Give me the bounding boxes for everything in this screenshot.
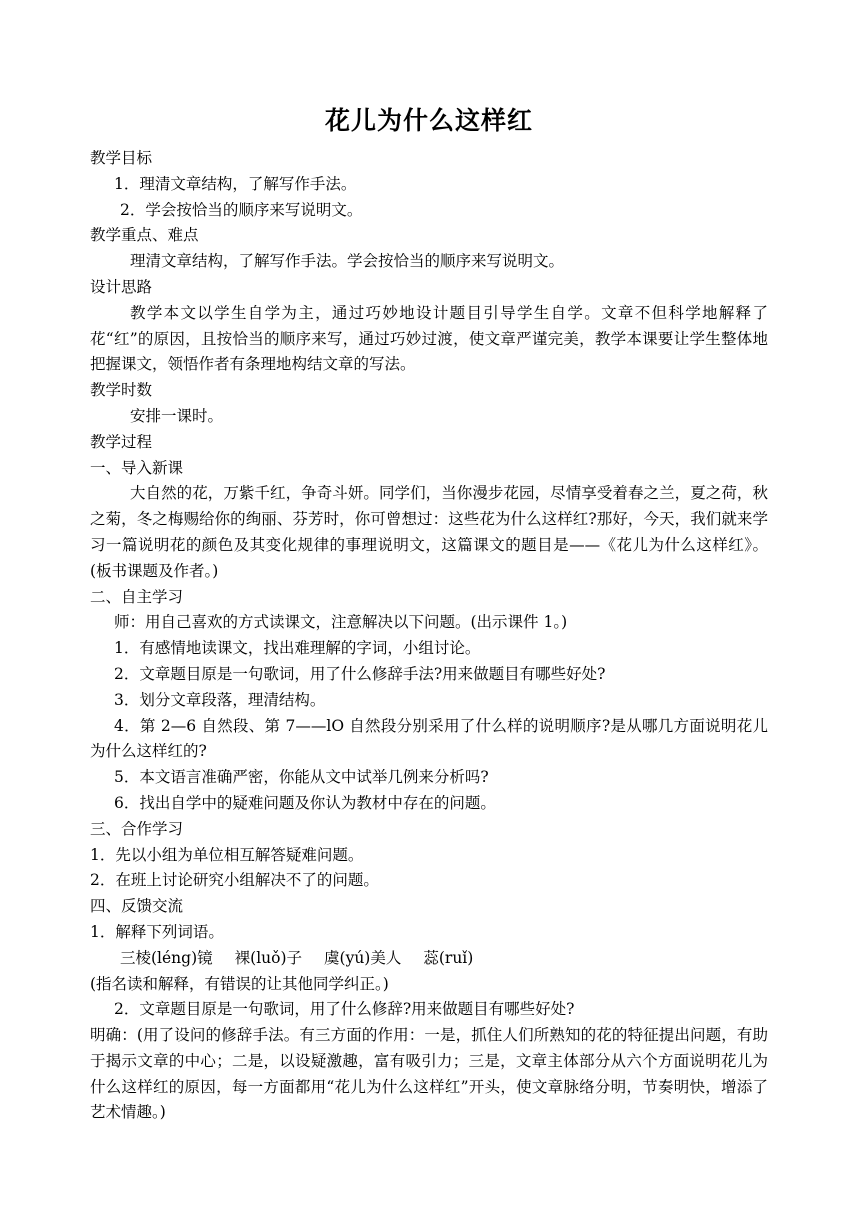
section-3-heading: 三、合作学习 — [90, 819, 184, 838]
heading-teaching-hours: 教学时数 — [90, 381, 153, 400]
section-4-item-1: 1．解释下列词语。 — [90, 922, 224, 941]
section-2-heading: 二、自主学习 — [90, 587, 184, 606]
section-2-intro: 师：用自己喜欢的方式读课文，注意解决以下问题。(出示课件 1。) — [114, 613, 568, 632]
section-2-question-2: 2．文章题目原是一句歌词，用了什么修辞手法?用来做题目有哪些好处? — [114, 664, 606, 683]
section-4-heading: 四、反馈交流 — [90, 897, 184, 916]
vocabulary-term: 裸(luǒ)子 — [234, 948, 303, 967]
section-2-question-5: 5．本文语言准确严密，你能从文中试举几例来分析吗? — [114, 768, 489, 787]
key-points-text: 理清文章结构，了解写作手法。学会按恰当的顺序来写说明文。 — [130, 252, 565, 271]
vocabulary-terms — [90, 946, 768, 972]
teaching-hours-text: 安排一课时。 — [130, 406, 224, 425]
heading-teaching-process: 教学过程 — [90, 432, 153, 451]
document-title: 花儿为什么这样红 — [324, 106, 533, 135]
heading-key-points: 教学重点、难点 — [90, 226, 199, 245]
heading-teaching-goals: 教学目标 — [90, 149, 153, 167]
section-4-item-2: 2．文章题目原是一句歌词，用了什么修辞?用来做题目有哪些好处? — [114, 1000, 575, 1019]
design-idea-paragraph: 教学本文以学生自学为主，通过巧妙地设计题目引导学生自学。文章不但科学地解释了花“红”的原因，且按恰当的顺序来写，通过巧妙过渡，使文章严谨完美，教学本课要让学生整体地把握课文，领悟作者有条理地构结文章的写法。 — [90, 303, 768, 374]
heading-design-idea: 设计思路 — [90, 277, 153, 296]
vocabulary-term: 蕊(ruǐ) — [423, 948, 474, 967]
section-1-paragraph: 大自然的花，万紫千红，争奇斗妍。同学们，当你漫步花园，尽情享受着春之兰，夏之荷，秋之菊，冬之梅赐给你的绚丽、芬芳时，你可曾想过：这些花为什么这样红?那好，今天，我们就来学习一篇说明花的颜色及其变化规律的事理说明文，这篇课文的题目是——《花儿为什么这样红》。(板书课题及作者。) — [90, 484, 768, 580]
section-1-heading: 一、导入新课 — [90, 458, 184, 477]
goal-item-1: 1．理清文章结构，了解写作手法。 — [114, 174, 357, 193]
section-4-note: (指名读和解释，有错误的让其他同学纠正。) — [90, 974, 389, 993]
section-3-item-1: 1．先以小组为单位相互解答疑难问题。 — [90, 845, 364, 864]
section-2-question-6: 6．找出自学中的疑难问题及你认为教材中存在的问题。 — [114, 793, 496, 812]
goal-item-2: 2．学会按恰当的顺序来写说明文。 — [120, 200, 363, 219]
vocabulary-term: 三棱(léng)镜 — [120, 948, 213, 967]
section-3-item-2: 2．在班上讨论研究小组解决不了的问题。 — [90, 871, 379, 890]
vocabulary-term: 虞(yú)美人 — [324, 948, 402, 967]
section-2-question-1: 1．有感情地读课文，找出难理解的字词，小组讨论。 — [114, 639, 481, 658]
section-2-question-4: 4．第 2—6 自然段、第 7——lO 自然段分别采用了什么样的说明顺序?是从哪几方面说明花儿为什么这样红的? — [90, 716, 768, 761]
document-page — [90, 100, 768, 1126]
section-2-question-3: 3．划分文章段落，理清结构。 — [114, 690, 326, 709]
section-4-answer-paragraph: 明确：(用了设问的修辞手法。有三方面的作用：一是，抓住人们所熟知的花的特征提出问题，有助于揭示文章的中心；二是，以设疑激趣，富有吸引力；三是，文章主体部分从六个方面说明花儿为什么这样红的原因，每一方面都用“花儿为什么这样红”开头，使文章脉络分明，节奏明快，增添了艺术情趣。) — [90, 1026, 768, 1122]
